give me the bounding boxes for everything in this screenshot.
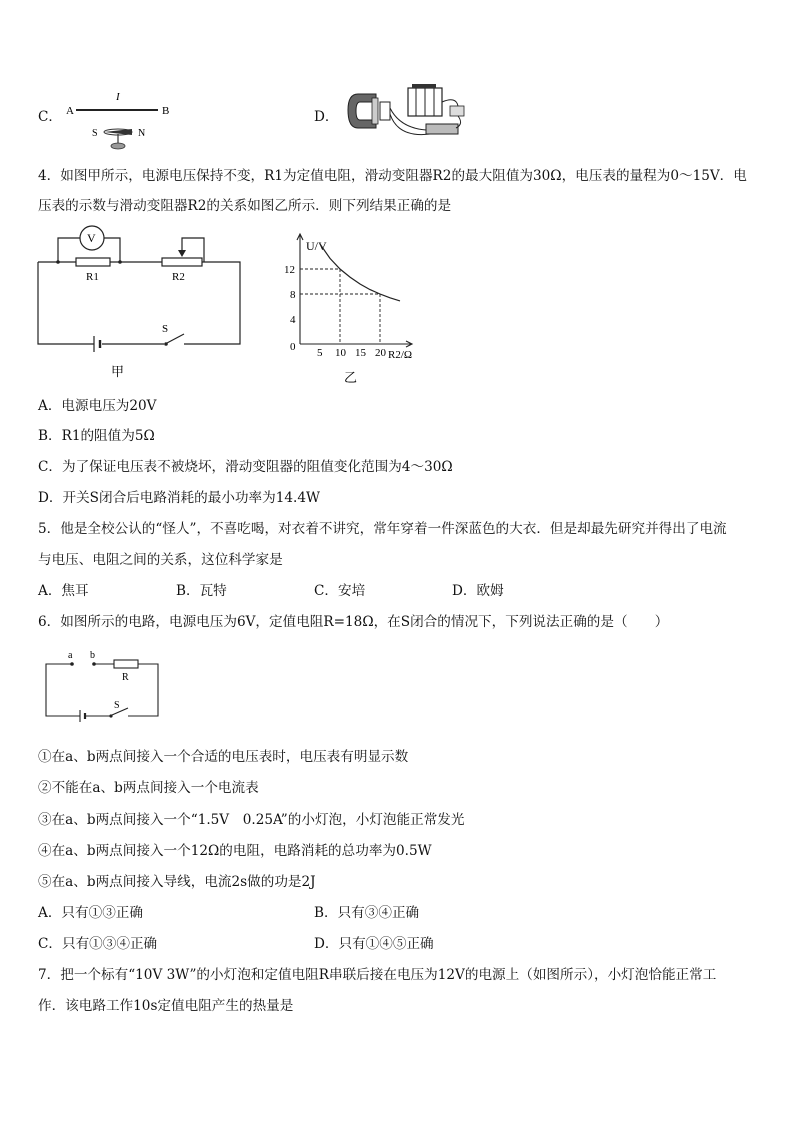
x-tick-label: 5 xyxy=(317,347,323,359)
switch-label: S xyxy=(114,700,120,711)
rheostat xyxy=(426,124,458,134)
q4-option-c: C．为了保证电压表不被烧坏，滑动变阻器的阻值变化范围为4～30Ω xyxy=(38,459,453,475)
q6-statement-1: ①在a、b两点间接入一个合适的电压表时，电压表有明显示数 xyxy=(38,749,409,765)
yi-caption: 乙 xyxy=(344,371,358,386)
q6-statement-3: ③在a、b两点间接入一个“1.5V 0.25A”的小灯泡，小灯泡能正常发光 xyxy=(38,812,465,828)
q4-option-a: A．电源电压为20V xyxy=(38,398,157,414)
voltmeter-label: V xyxy=(87,231,96,245)
slider-arrow xyxy=(178,250,186,257)
q4-option-d: D．开关S闭合后电路消耗的最小功率为14.4W xyxy=(38,490,320,506)
switch-label: S xyxy=(162,323,169,335)
y-tick-label: 12 xyxy=(284,264,295,276)
q6-circuit xyxy=(44,648,164,722)
q6-stem: 6．如图所示的电路，电源电压为6V，定值电阻R=18Ω，在S闭合的情况下，下列说法正确的是（ ） xyxy=(38,614,669,630)
jia-caption: 甲 xyxy=(111,365,125,380)
r2-label: R2 xyxy=(172,271,185,283)
compass-stand xyxy=(111,143,125,149)
y-tick-label: 8 xyxy=(290,289,296,301)
point-a-label: a xyxy=(68,650,73,661)
label-b: B xyxy=(162,105,170,117)
q7-stem-line2: 作．该电路工作10s定值电阻产生的热量是 xyxy=(38,998,294,1014)
coil xyxy=(380,102,390,120)
q6-option-c: C．只有①③④正确 xyxy=(38,936,158,952)
label-n: N xyxy=(138,128,146,139)
r2-rheostat xyxy=(162,258,202,266)
x-tick-label: 10 xyxy=(335,347,346,359)
q5-option-c: C．安培 xyxy=(314,583,366,599)
resistor-label: R xyxy=(122,672,129,683)
q3-d-figure xyxy=(346,84,472,142)
q6-option-b: B．只有③④正确 xyxy=(314,905,420,921)
q7-stem-line1: 7．把一个标有“10V 3W”的小灯泡和定值电阻R串联后接在电压为12V的电源上（如图所示），小灯泡恰能正常工 xyxy=(38,967,717,983)
q5-stem-line1: 5．他是全校公认的“怪人”，不喜吃喝，对衣着不讲究，常年穿着一件深蓝色的大衣．但是却最先研究并得出了电流 xyxy=(38,521,727,537)
switch xyxy=(450,106,464,116)
q5-option-b: B．瓦特 xyxy=(176,583,227,599)
resistor-r xyxy=(114,660,138,668)
q4-graph-yi xyxy=(280,234,430,384)
q5-option-d: D．欧姆 xyxy=(452,583,504,599)
origin-label: 0 xyxy=(290,341,296,353)
switch-blade xyxy=(167,334,184,343)
q5-option-a: A．焦耳 xyxy=(38,583,89,599)
q5-stem-line2: 与电压、电阻之间的关系，这位科学家是 xyxy=(38,552,283,568)
q6-statement-4: ④在a、b两点间接入一个12Ω的电阻，电路消耗的总功率为0.5W xyxy=(38,843,432,859)
u-r2-curve xyxy=(320,244,400,301)
q3-option-d-label: D． xyxy=(314,109,339,125)
x-tick-label: 20 xyxy=(375,347,386,359)
point-b-label: b xyxy=(90,650,95,661)
x-axis-label: R2/Ω xyxy=(388,349,413,361)
q4-option-b: B．R1的阻值为5Ω xyxy=(38,428,155,444)
r1-label: R1 xyxy=(86,271,99,283)
q6-statement-2: ②不能在a、b两点间接入一个电流表 xyxy=(38,780,259,796)
current-label: I xyxy=(116,91,120,103)
q6-option-a: A．只有①③正确 xyxy=(38,905,143,921)
q6-statement-5: ⑤在a、b两点间接入导线，电流2s做的功是2J xyxy=(38,874,316,890)
y-tick-label: 4 xyxy=(290,314,296,326)
q3-option-c-label: C． xyxy=(38,109,62,125)
label-a: A xyxy=(66,105,74,117)
r1-resistor xyxy=(76,258,110,266)
q6-option-d: D．只有①④⑤正确 xyxy=(314,936,434,952)
q3-c-figure xyxy=(62,86,172,152)
q4-stem-line2: 压表的示数与滑动变阻器R2的关系如图乙所示．则下列结果正确的是 xyxy=(38,198,452,214)
q4-stem-line1: 4．如图甲所示，电源电压保持不变，R1为定值电阻，滑动变阻器R2的最大阻值为30Ω，电压表的量程为0～15V．电 xyxy=(38,168,747,184)
y-axis-label: U/V xyxy=(306,239,327,253)
q4-circuit-jia xyxy=(36,222,242,382)
label-s: S xyxy=(92,128,98,139)
x-tick-label: 15 xyxy=(355,347,366,359)
